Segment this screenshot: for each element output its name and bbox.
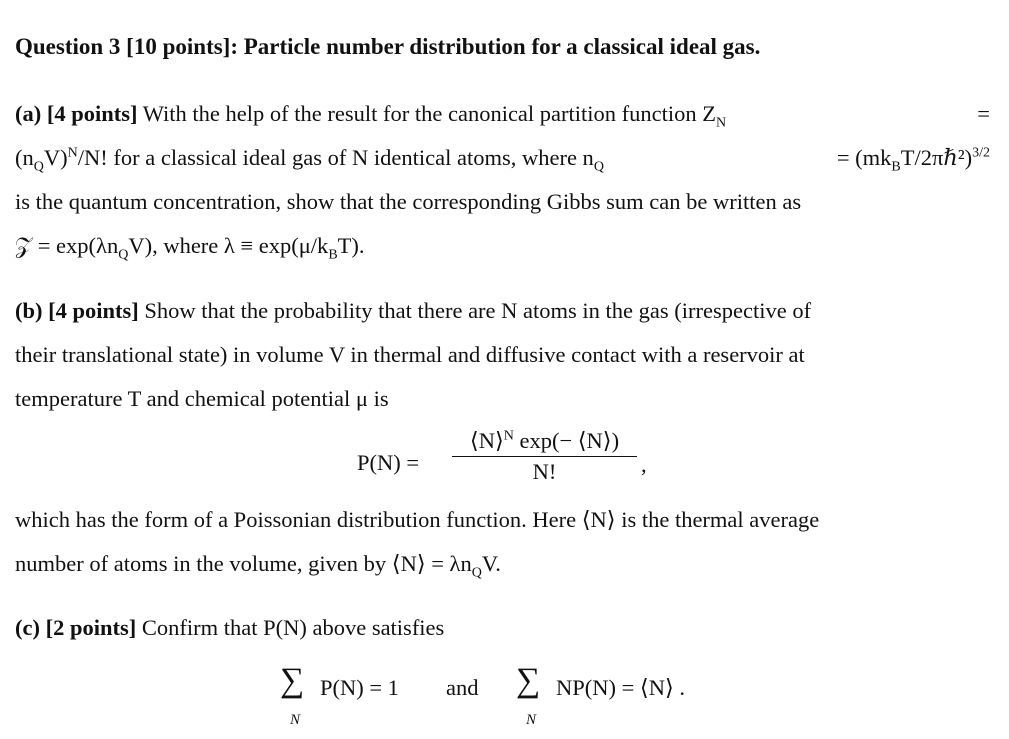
part-b-label: (b) [4 points] [15,298,139,323]
part-b-line-3 [15,386,389,412]
part-b-l5-a: number of atoms in the volume, given by ⟨N⟩ = λn [15,551,472,576]
part-a-l2-sub: Q [33,159,44,175]
sum-and-text: and [446,675,479,700]
part-c-label: (c) [2 points] [15,615,137,640]
part-b-l5-b: V. [481,551,501,576]
part-a-l2-end: T/2πℏ²) [900,145,973,170]
sum-2-index: N [526,712,537,728]
part-a-l4-sub2: B [328,247,338,263]
poisson-numerator [452,428,637,456]
sum-2 [516,664,540,698]
sum-2-text: NP(N) = ⟨N⟩ . [556,675,685,700]
poisson-num-b: exp(− ⟨N⟩) [513,428,620,453]
part-c-line-1-text: Confirm that P(N) above satisfies [141,615,445,640]
poisson-lhs [357,450,419,476]
part-b-l5-sub: Q [471,565,482,581]
part-a-l2-text: /N! for a classical ideal gas of N identical atoms, where n [77,145,594,170]
sigma-1: ∑ [280,662,305,699]
part-b-line-1 [15,298,811,324]
poisson-denominator: N! [452,456,637,485]
part-a-line-2 [15,145,990,175]
part-b-line-2-text: their translational state) in volume V in thermal and diffusive contact with a reservoir at [15,342,805,367]
part-a-l2-mid: V) [43,145,68,170]
part-a-l2-sub3: B [891,159,901,175]
sum-1-text: P(N) = 1 [320,675,399,700]
part-a-l4-b: V), where λ ≡ exp(μ/k [128,233,329,258]
part-a-line-4 [15,233,365,263]
part-a-l2-sub2: Q [593,159,604,175]
poisson-fraction [452,428,637,485]
part-a-l2-start: (n [15,145,34,170]
part-b-line-4 [15,507,990,533]
part-a-l4-sub: Q [118,247,129,263]
part-a-l2-sup2: 3/2 [972,145,990,161]
part-a-l4-a: 𝒵 = exp(λn [15,233,119,258]
part-b-line-3-text: temperature T and chemical potential μ is [15,386,389,411]
sum-1 [280,664,304,698]
poisson-comma [641,452,647,478]
part-a-line-3 [15,189,801,215]
part-a-eq-sign: = [977,101,990,126]
poisson-num-a: ⟨N⟩ [469,428,504,453]
sum-and [446,675,479,701]
part-a-l2-eq: = (mk [836,145,892,170]
question-title-text: Question 3 [10 points]: Particle number distribution for a classical ideal gas. [15,34,761,59]
part-a-l2-sup: N [67,145,78,161]
part-a-label: (a) [4 points] [15,101,138,126]
sigma-2: ∑ [516,662,541,699]
sum-1-index: N [290,712,301,728]
poisson-num-sup: N [503,428,514,444]
part-b-line-4-text: which has the form of a Poissonian distribution function. Here ⟨N⟩ is the thermal average [15,507,820,532]
part-b-line-2 [15,342,805,368]
sum-2-body [556,675,685,701]
poisson-comma-text: , [641,452,647,477]
part-b-line-5 [15,551,501,581]
part-a-l4-c: T). [337,233,365,258]
question-title [15,34,760,60]
part-a-line-1 [15,101,990,131]
part-a-line-1-text: With the help of the result for the canonical partition function Z [142,101,717,126]
part-c-line-1 [15,615,444,641]
sum-1-body [320,675,399,701]
poisson-lhs-text: P(N) = [357,450,420,475]
part-a-line-3-text: is the quantum concentration, show that the corresponding Gibbs sum can be written as [15,189,802,214]
part-a-sub-n: N [716,115,727,131]
part-b-line-1-text: Show that the probability that there are N atoms in the gas (irrespective of [144,298,812,323]
